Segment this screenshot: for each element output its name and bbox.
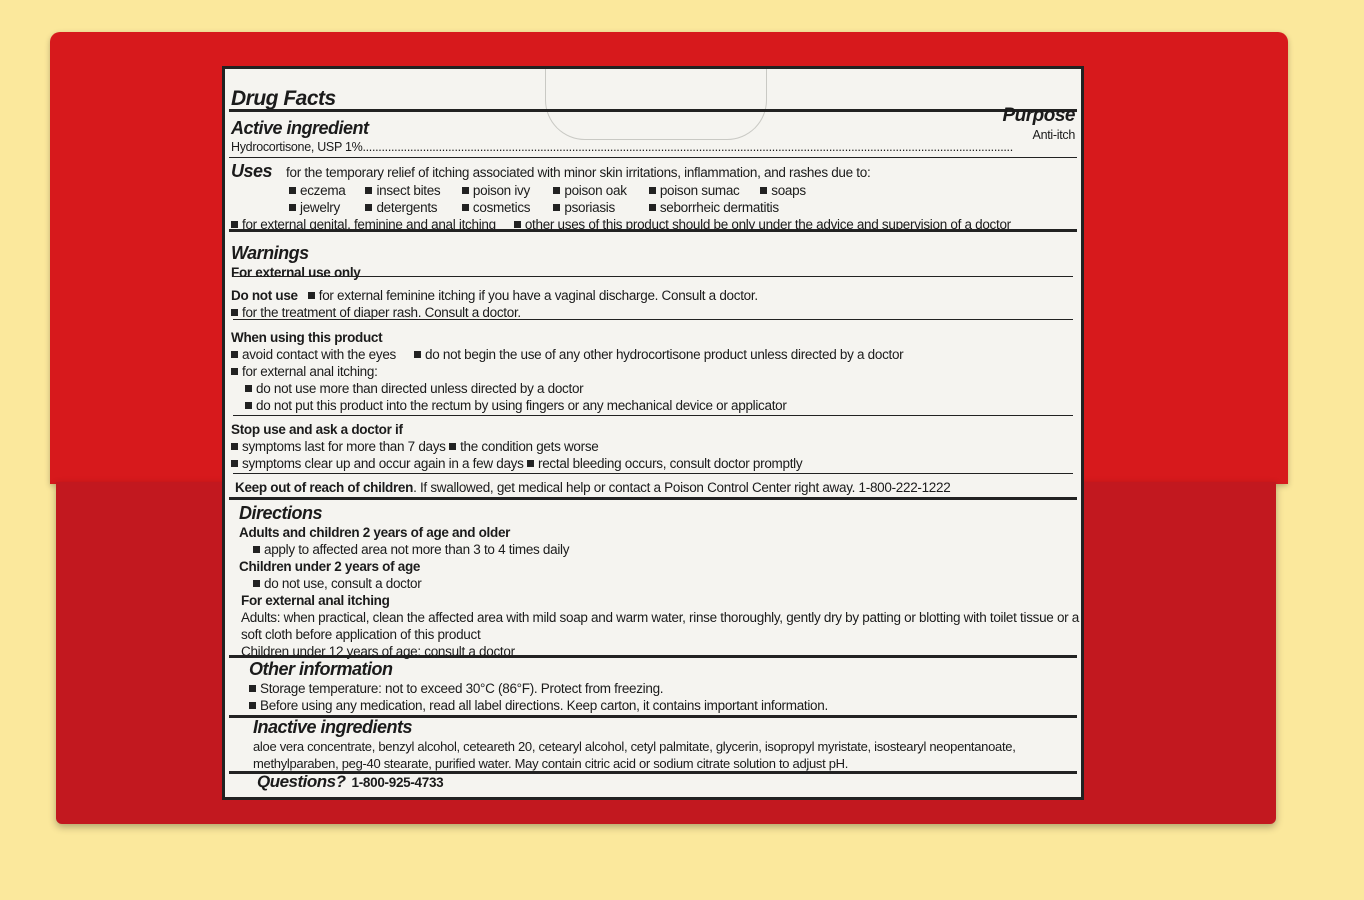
- active-ingredient-heading: Active ingredient: [231, 118, 369, 138]
- uses-list-row1: eczema insect bites poison ivy poison oak poison sumac soaps: [289, 182, 1075, 199]
- drug-facts-label: [222, 66, 1084, 800]
- uses-list-row2: jewelry detergents cosmetics psoriasis seborrheic dermatitis: [289, 199, 1075, 216]
- do-not-use-section: Do not use for external feminine itching if you have a vaginal discharge. Consult a doctor. for the treatment of diaper rash. Consult a doctor.: [231, 288, 758, 320]
- directions-rule: [229, 655, 1077, 658]
- stop-use-section: Stop use and ask a doctor if symptoms last for more than 7 days the condition gets worse symptoms clear up and occur again in a few days rectal bleeding occurs, consult doctor promptly: [231, 422, 803, 471]
- active-ingredient-value: Hydrocortisone, USP 1%.............................................................................................................................................................................................................: [231, 140, 1013, 154]
- external-use-only: For external use only: [231, 265, 361, 280]
- title-rule: [229, 109, 1077, 112]
- keep-out-rule: [229, 497, 1077, 500]
- inactive-ingredients-section: Inactive ingredients aloe vera concentrate, benzyl alcohol, ceteareth 20, cetearyl alcohol, cetyl palmitate, glycerin, isopropyl myristate, isostearyl neopentanoate, methylparaben, peg-40 stearate, purified water. May contain citric acid or sodium citrate solution to adjust pH.: [253, 717, 1016, 771]
- purpose-value: Anti-itch: [1032, 128, 1075, 142]
- other-information-section: Other information Storage temperature: not to exceed 30°C (86°F). Protect from freezing. Before using any medication, read all label directions. Keep carton, it contains important information.: [249, 659, 828, 713]
- when-using-section: When using this product avoid contact with the eyes do not begin the use of any other hydrocortisone product unless directed by a doctor for external anal itching: do not use more than directed unless directed by a doctor do not put this product into the rectum by using fingers or any mechanical device or applicator: [231, 330, 904, 413]
- directions-section: Directions Adults and children 2 years of age and older apply to affected area not more than 3 to 4 times daily Children under 2 years of age do not use, consult a doctor For external anal itching Adults: when practical, clean the affected area with mild soap and warm water, rinse thoroughly, gently dry by patting or blotting with toilet tissue or a soft cloth before application of this product Children under 12 years of age: consult a doctor: [239, 503, 1080, 659]
- drug-facts-title: Drug Facts: [231, 87, 336, 110]
- warnings-rule: [233, 276, 1073, 277]
- questions-line: Questions? 1-800-925-4733: [257, 772, 444, 791]
- do-not-use-rule: [233, 319, 1073, 320]
- when-using-rule: [233, 415, 1073, 416]
- stop-use-rule: [233, 473, 1073, 474]
- active-rule: [229, 157, 1077, 158]
- purpose-heading: Purpose: [1002, 105, 1075, 126]
- uses-rule: [229, 229, 1077, 232]
- warnings-heading: Warnings: [231, 243, 309, 263]
- uses-heading: Uses: [231, 161, 273, 181]
- uses-extra: for external genital, feminine and anal itching other uses of this product should be only under the advice and supervision of a doctor: [231, 216, 1075, 233]
- uses-intro: for the temporary relief of itching associated with minor skin irritations, inflammation, and rashes due to:: [286, 165, 871, 180]
- uses-section: [231, 163, 1075, 233]
- keep-out-of-reach: Keep out of reach of children. If swallowed, get medical help or contact a Poison Control Center right away. 1-800-222-1222: [235, 480, 951, 495]
